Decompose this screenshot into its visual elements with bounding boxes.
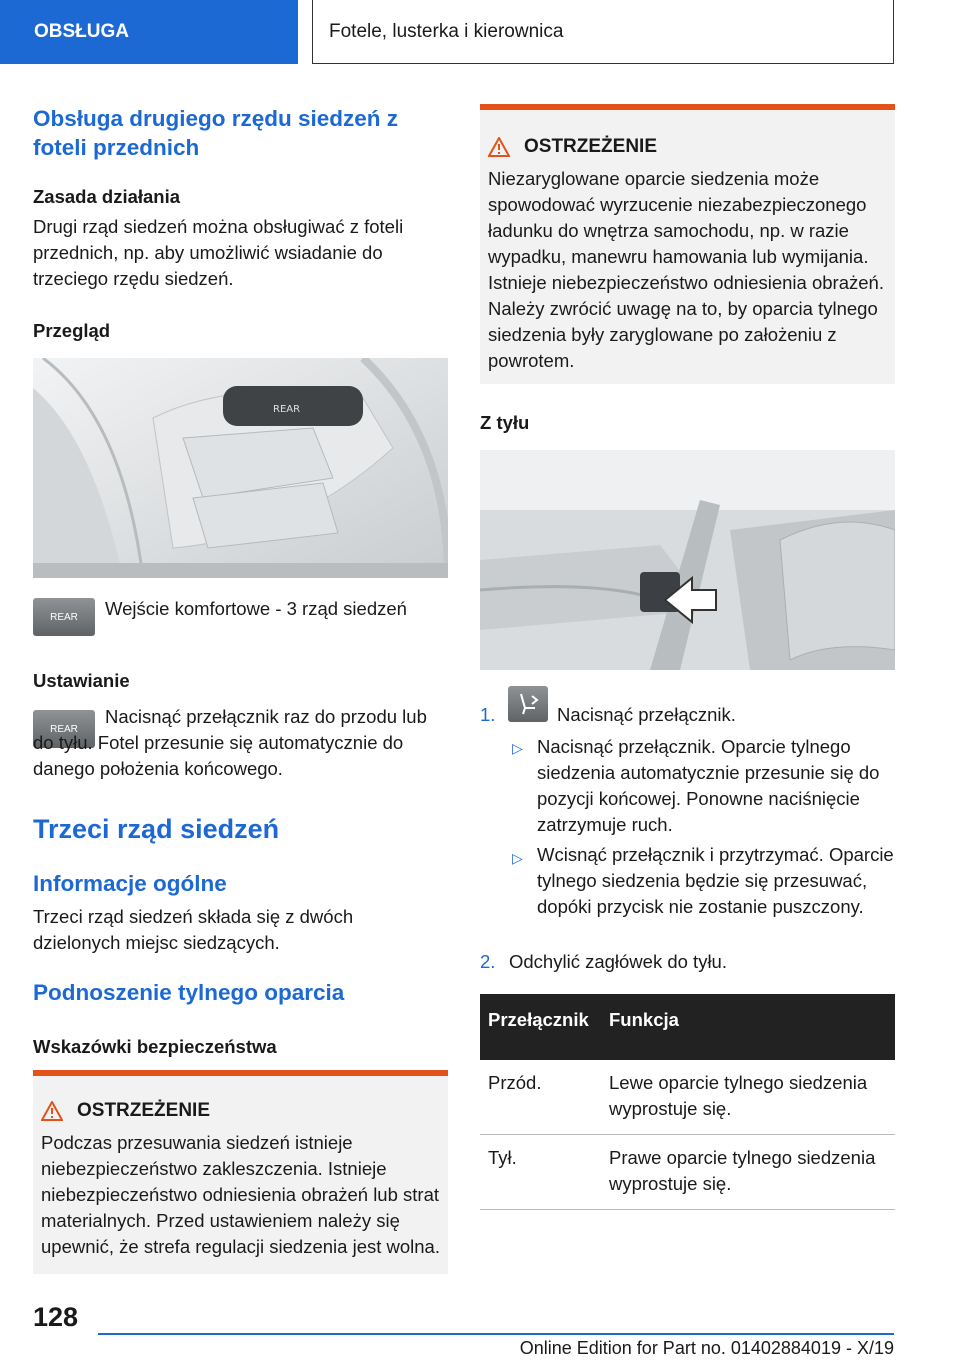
table-cell: Lewe oparcie tylnego siedzenia wyprostuje się. bbox=[601, 1060, 895, 1135]
edition-text: Online Edition for Part no. 01402884019 - X/19 bbox=[519, 1338, 894, 1358]
footer-divider bbox=[98, 1333, 894, 1335]
from-rear-title: Z tyłu bbox=[480, 412, 530, 433]
principle-title: Zasada działania bbox=[33, 186, 181, 207]
table-row bbox=[480, 1135, 895, 1210]
switch-function-table bbox=[480, 994, 895, 1210]
warning-title-row bbox=[41, 1100, 440, 1122]
table-cell: Prawe oparcie tylnego siedzenia wyprostuje się. bbox=[601, 1135, 895, 1210]
table-header-function: Funkcja bbox=[601, 994, 895, 1060]
chapter-header bbox=[312, 0, 894, 64]
table-header-switch: Przełącznik bbox=[480, 994, 601, 1060]
warning-text-right: Niezaryglowane oparcie siedzenia może spowodować wyrzucenie niezabezpieczonego ładunku do wnętrza samochodu, np. w razie wypadku, manewru hamowania lub wymijania. Istnieje niebezpieczeństwo odniesienia obrażeń. Należy zwrócić uwagę na to, by oparcia tylnego siedzenia były zaryglowane po założeniu z powrotem. bbox=[488, 168, 884, 371]
warning-triangle-icon bbox=[488, 137, 510, 157]
general-text: Trzeci rząd siedzeń składa się z dwóch dzielonych miejsc siedzących. bbox=[33, 906, 354, 953]
chapter-title: Fotele, lusterka i kierownica bbox=[329, 20, 564, 42]
page-number: 128 bbox=[33, 1302, 79, 1332]
safety-title: Wskazówki bezpieczeństwa bbox=[33, 1036, 277, 1057]
setting-title: Ustawianie bbox=[33, 670, 130, 691]
rear-icon-label-2: REAR bbox=[50, 723, 78, 735]
heading-general: Informacje ogólne bbox=[33, 871, 227, 896]
table-cell: Przód. bbox=[480, 1060, 601, 1135]
svg-text:REAR: REAR bbox=[273, 404, 301, 415]
rear-seat-photo bbox=[480, 450, 895, 670]
substep-text-2: Wcisnąć przełącznik i przytrzymać. Oparcie tylnego siedzenia będzie się przesuwać, dopóki przycisk nie zostanie puszczony. bbox=[537, 844, 894, 917]
principle-text: Drugi rząd siedzeń można obsługiwać z foteli przednich, np. aby umożliwić wsiadanie do trzeciego rzędu siedzeń. bbox=[33, 216, 404, 289]
seat-glyph-icon bbox=[508, 686, 548, 722]
warning-text: Podczas przesuwania siedzeń istnieje niebezpieczeństwo zakleszczenia. Istnieje niebezpieczeństwo odniesienia obrażeń lub strat materialnych. Przed ustawieniem należy się upewnić, że strefa regulacji siedzenia jest wolna. bbox=[41, 1132, 440, 1257]
warning-title: OSTRZEŻENIE bbox=[77, 1100, 211, 1121]
overview-title: Przegląd bbox=[33, 320, 111, 341]
warning-box-right bbox=[480, 104, 895, 384]
seat-switch-icon bbox=[508, 686, 548, 722]
table-row bbox=[480, 1060, 895, 1135]
section-title: OBSŁUGA bbox=[34, 21, 129, 42]
setting-text: Nacisnąć przełącznik raz do przodu lub do tyłu. Fotel przesunie się automatycznie do danego położenia końcowego. bbox=[33, 706, 427, 779]
door-switch-photo bbox=[33, 358, 448, 578]
warning-box-left bbox=[33, 1070, 448, 1274]
heading-third-row: Trzeci rząd siedzeń bbox=[33, 814, 280, 844]
comfort-entry-text: Wejście komfortowe - 3 rząd siedzeń bbox=[105, 598, 407, 619]
substep-text-1: Nacisnąć przełącznik. Oparcie tylnego siedzenia automatycznie przesunie się do pozycji końcowej. Ponowne naciśnięcie zatrzymuje ruch. bbox=[537, 736, 880, 835]
step-text-2: Odchylić zagłówek do tyłu. bbox=[509, 951, 727, 972]
heading-second-row: Obsługa drugiego rzędu siedzeń z foteli przednich bbox=[33, 106, 399, 160]
rear-seat-illustration bbox=[480, 450, 895, 670]
substep-bullet-2: ▷ bbox=[512, 850, 523, 866]
section-tab bbox=[0, 0, 298, 64]
warning-triangle-icon bbox=[41, 1101, 63, 1121]
table-cell: Tył. bbox=[480, 1135, 601, 1210]
table-header-row bbox=[480, 994, 895, 1060]
step-number-2: 2. bbox=[480, 951, 496, 972]
substep-bullet-1: ▷ bbox=[512, 740, 523, 756]
rear-switch-icon bbox=[33, 598, 95, 636]
warning-title-right: OSTRZEŻENIE bbox=[524, 136, 658, 157]
step-text-1: Nacisnąć przełącznik. bbox=[557, 704, 736, 725]
rear-icon-label: REAR bbox=[50, 611, 78, 623]
door-switch-illustration bbox=[33, 358, 448, 578]
heading-raise-backrest: Podnoszenie tylnego oparcia bbox=[33, 980, 345, 1005]
step-number-1: 1. bbox=[480, 704, 496, 725]
warning-title-row-right bbox=[488, 136, 887, 158]
